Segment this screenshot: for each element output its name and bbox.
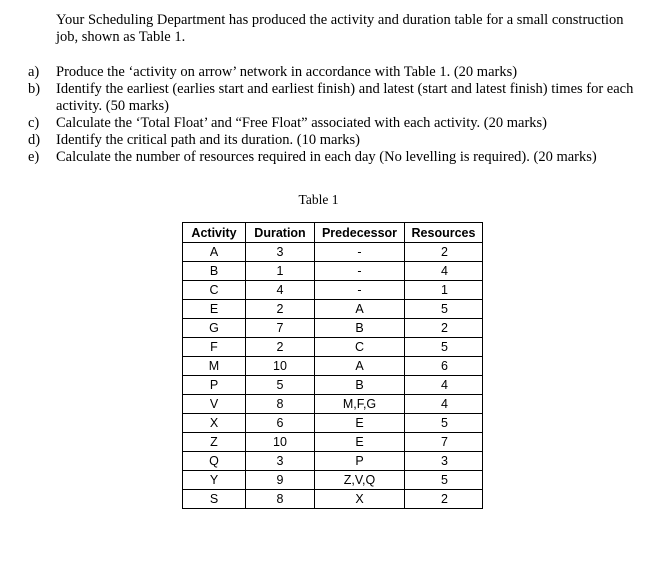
table-row bbox=[183, 395, 483, 414]
question-text: Identify the critical path and its duration. (10 marks) bbox=[56, 132, 361, 148]
duration-cell: 3 bbox=[246, 452, 315, 471]
resources-cell: 1 bbox=[405, 281, 483, 300]
table-row bbox=[183, 433, 483, 452]
table-row bbox=[183, 452, 483, 471]
duration-cell: 3 bbox=[246, 243, 315, 262]
resources-cell: 5 bbox=[405, 338, 483, 357]
table-row bbox=[183, 471, 483, 490]
activity-cell: S bbox=[183, 490, 246, 509]
predecessor-cell: E bbox=[315, 414, 405, 433]
table-row bbox=[183, 243, 483, 262]
table-row bbox=[183, 319, 483, 338]
resources-cell: 2 bbox=[405, 490, 483, 509]
question-letter: c) bbox=[28, 115, 40, 131]
duration-cell: 10 bbox=[246, 433, 315, 452]
table-caption: Table 1 bbox=[298, 192, 339, 207]
predecessor-cell: - bbox=[315, 281, 405, 300]
table-body bbox=[183, 243, 483, 509]
header-activity: Activity bbox=[183, 223, 246, 243]
table-row bbox=[183, 357, 483, 376]
predecessor-cell: - bbox=[315, 262, 405, 281]
duration-cell: 5 bbox=[246, 376, 315, 395]
duration-cell: 9 bbox=[246, 471, 315, 490]
activity-cell: M bbox=[183, 357, 246, 376]
predecessor-cell: M,F,G bbox=[315, 395, 405, 414]
question-letter: d) bbox=[28, 132, 41, 148]
resources-cell: 6 bbox=[405, 357, 483, 376]
activity-cell: X bbox=[183, 414, 246, 433]
table-row bbox=[183, 281, 483, 300]
activity-cell: F bbox=[183, 338, 246, 357]
table-row bbox=[183, 338, 483, 357]
predecessor-cell: E bbox=[315, 433, 405, 452]
question-d bbox=[28, 132, 658, 149]
duration-cell: 1 bbox=[246, 262, 315, 281]
table-row bbox=[183, 300, 483, 319]
activity-cell: B bbox=[183, 262, 246, 281]
question-c bbox=[28, 115, 658, 132]
predecessor-cell: B bbox=[315, 376, 405, 395]
question-letter: a) bbox=[28, 64, 40, 80]
table-row bbox=[183, 262, 483, 281]
duration-cell: 6 bbox=[246, 414, 315, 433]
resources-cell: 4 bbox=[405, 262, 483, 281]
resources-cell: 7 bbox=[405, 433, 483, 452]
activity-cell: Z bbox=[183, 433, 246, 452]
predecessor-cell: - bbox=[315, 243, 405, 262]
predecessor-cell: X bbox=[315, 490, 405, 509]
question-b bbox=[28, 81, 658, 115]
resources-cell: 4 bbox=[405, 395, 483, 414]
intro-line-2: job, shown as Table 1. bbox=[56, 29, 186, 45]
activity-cell: V bbox=[183, 395, 246, 414]
question-text: Identify the earliest (earlies start and earliest finish) and latest (start and latest finish) times for each activity. (50 marks) bbox=[56, 81, 634, 114]
duration-cell: 2 bbox=[246, 300, 315, 319]
table-row bbox=[183, 490, 483, 509]
resources-cell: 3 bbox=[405, 452, 483, 471]
question-letter: e) bbox=[28, 149, 40, 165]
duration-cell: 4 bbox=[246, 281, 315, 300]
resources-cell: 2 bbox=[405, 243, 483, 262]
resources-cell: 4 bbox=[405, 376, 483, 395]
question-a bbox=[28, 64, 658, 81]
resources-cell: 5 bbox=[405, 471, 483, 490]
activity-cell: C bbox=[183, 281, 246, 300]
activity-cell: Q bbox=[183, 452, 246, 471]
question-list bbox=[28, 64, 658, 166]
resources-cell: 5 bbox=[405, 414, 483, 433]
duration-cell: 8 bbox=[246, 395, 315, 414]
question-text: Calculate the number of resources required in each day (No levelling is required). (20 marks) bbox=[56, 149, 597, 165]
intro-paragraph bbox=[56, 12, 656, 46]
activity-table bbox=[182, 222, 483, 509]
intro-line-1: Your Scheduling Department has produced the activity and duration table for a small construction bbox=[56, 12, 624, 28]
predecessor-cell: P bbox=[315, 452, 405, 471]
activity-cell: G bbox=[183, 319, 246, 338]
question-text: Produce the ‘activity on arrow’ network in accordance with Table 1. (20 marks) bbox=[56, 64, 518, 80]
header-duration: Duration bbox=[246, 223, 315, 243]
resources-cell: 2 bbox=[405, 319, 483, 338]
table-row bbox=[183, 414, 483, 433]
activity-cell: Y bbox=[183, 471, 246, 490]
question-text: Calculate the ‘Total Float’ and “Free Float” associated with each activity. (20 marks) bbox=[56, 115, 548, 131]
header-resources: Resources bbox=[405, 223, 483, 243]
question-letter: b) bbox=[28, 81, 41, 97]
duration-cell: 10 bbox=[246, 357, 315, 376]
duration-cell: 2 bbox=[246, 338, 315, 357]
activity-cell: P bbox=[183, 376, 246, 395]
table-row bbox=[183, 376, 483, 395]
header-predecessor: Predecessor bbox=[315, 223, 405, 243]
duration-cell: 8 bbox=[246, 490, 315, 509]
activity-cell: A bbox=[183, 243, 246, 262]
predecessor-cell: B bbox=[315, 319, 405, 338]
predecessor-cell: A bbox=[315, 300, 405, 319]
table-header-row bbox=[183, 223, 483, 243]
predecessor-cell: C bbox=[315, 338, 405, 357]
activity-cell: E bbox=[183, 300, 246, 319]
duration-cell: 7 bbox=[246, 319, 315, 338]
question-e bbox=[28, 149, 658, 166]
predecessor-cell: Z,V,Q bbox=[315, 471, 405, 490]
predecessor-cell: A bbox=[315, 357, 405, 376]
resources-cell: 5 bbox=[405, 300, 483, 319]
